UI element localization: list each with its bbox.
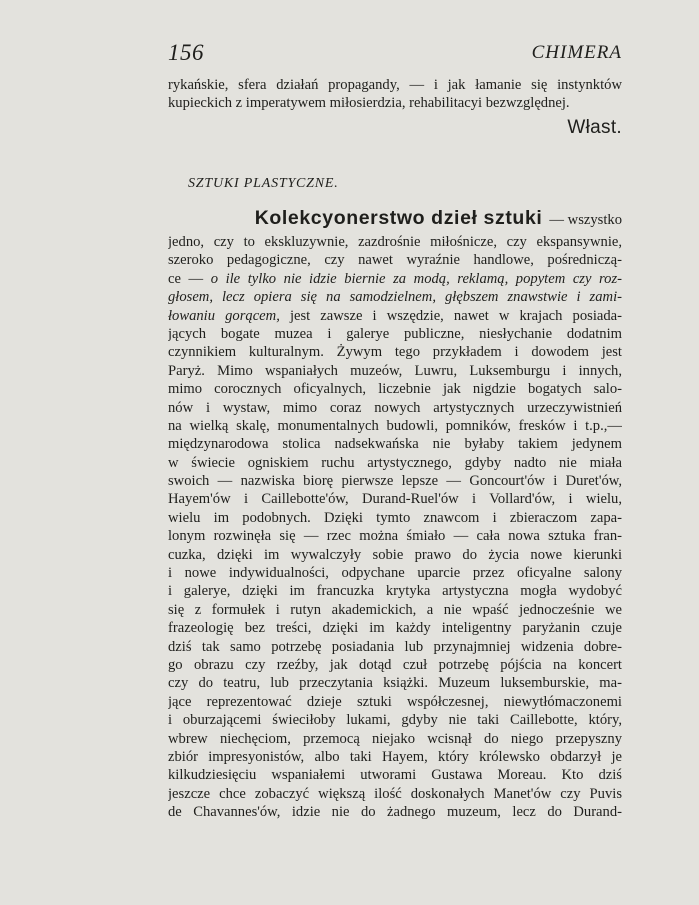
- italic-text: łowaniu gorącem,: [168, 307, 280, 324]
- line-text: Hayem'ów i Caillebotte'ów, Durand-Ruel'ów i Vollard'ów, i wielu,: [168, 491, 622, 508]
- text-line: [168, 638, 622, 656]
- text-line: [168, 472, 622, 490]
- page-number: 156: [168, 40, 204, 65]
- previous-article-ending: [168, 76, 622, 113]
- text-line: [168, 490, 622, 508]
- line-text: jest zawsze i wszędzie, nawet w krajach posiada-: [279, 307, 622, 324]
- line-text: nów i wystaw, mimo coraz nowych artystycznych urzeczywistnień: [168, 399, 622, 416]
- line-text: jących bogate muzea i galerye publiczne, niesłychanie dodatnim: [168, 325, 622, 342]
- text-line: [168, 251, 622, 269]
- article-body: [168, 233, 622, 822]
- line-text: międzynarodowa stolica nadsekwańska nie byłaby takiem jedynem: [168, 436, 622, 453]
- running-title: CHIMERA: [531, 42, 622, 63]
- text-line: [168, 380, 622, 398]
- text-line: [168, 766, 622, 784]
- line-text: dziś tak samo potrzebę posiadania lub przynajmniej widzenia dobre-: [168, 638, 622, 655]
- line-text: na wielką skalę, monumentalnych budowli, pomników, fresków i t.p.,—: [168, 417, 622, 434]
- text-line: [168, 619, 622, 637]
- text-line: [168, 711, 622, 729]
- line-text: i galerye, dzięki im francuzka krytyka artystyczna mogła wydobyć: [168, 583, 622, 600]
- line-text: cuzka, dzięki im wywalczyły sobie prawo do życia nowe kierunki: [168, 546, 622, 563]
- line-text: zbiór impresyonistów, albo taki Hayem, który królewsko obdarzył je: [168, 748, 622, 765]
- line-text: mimo corocznych oficyalnych, liczebnie jak nigdzie bogatych salo-: [168, 381, 622, 398]
- italic-text: głosem, lecz opiera się na samodzielnem, głębszem znawstwie i zami-: [168, 289, 622, 306]
- line-text: jedno, czy to ekskluzywnie, zazdrośnie miłośnicze, czy ekspansywnie,: [168, 234, 622, 250]
- text-line: [168, 362, 622, 380]
- text-line: rykańskie, sfera działań propagandy, — i jak łamanie się instynktów: [168, 77, 622, 93]
- line-text: w świecie ogniskiem ruchu artystycznego, gdyby nadto nie miała: [168, 454, 622, 471]
- line-text: kilkudziesięciu wspaniałemi utworami Gustawa Moreau. Kto dziś: [168, 767, 622, 784]
- text-line: [168, 270, 622, 288]
- text-line: [168, 233, 622, 251]
- text-line: [168, 399, 622, 417]
- line-text: wbrew niechęciom, przemocą niejako wcisnął do niego przepyszny: [168, 730, 622, 747]
- line-text: lonym rozwinęła się — rzec można śmiało — cała nowa sztuka fran-: [168, 528, 622, 545]
- text-line: [168, 564, 622, 582]
- line-text: ce —: [168, 270, 211, 287]
- line-text: wielu im podobnych. Dzięki tymto znawcom i zbieraczom zapa-: [168, 509, 622, 526]
- text-line: [168, 435, 622, 453]
- text-line: [168, 343, 622, 361]
- italic-text: o ile tylko nie idzie biernie za modą, reklamą, popytem czy roz-: [210, 270, 622, 287]
- line-text: czynnikiem kulturalnym. Żywym tego przykładem i dowodem jest: [168, 344, 622, 361]
- line-text: Paryż. Mimo wspaniałych muzeów, Luwru, Luksemburgu i innych,: [168, 362, 622, 379]
- article-heading-row: [168, 207, 622, 233]
- text-line: [168, 601, 622, 619]
- text-line: [168, 803, 622, 821]
- line-text: go obrazu czy rzeźby, jak dotąd czuł potrzebę pójścia na koncert: [168, 656, 622, 673]
- text-line: [168, 454, 622, 472]
- section-title: SZTUKI PLASTYCZNE.: [188, 176, 339, 191]
- line-text: się z formułek i rutyn akademickich, a nie wpaść jednocześnie we: [168, 601, 622, 618]
- line-text: i nowe indywidualności, odpychane uparcie przez oficyalne salony: [168, 565, 622, 582]
- text-line: [168, 693, 622, 711]
- text-line: [168, 527, 622, 545]
- line-text: jeszcze chce zobaczyć większą ilość doskonałych Manet'ów czy Puvis: [168, 785, 622, 802]
- article-heading-continuation: — wszystko: [549, 212, 622, 228]
- text-line: [168, 307, 622, 325]
- text-line: [168, 748, 622, 766]
- line-text: jące reprezentować dzieje sztuki współczesnej, niewytłómaczonemi: [168, 693, 622, 710]
- text-line: [168, 674, 622, 692]
- text-line: [168, 417, 622, 435]
- page-header: [168, 40, 622, 68]
- line-text: swoich — nazwiska biorę pierwsze lepsze — Goncourt'ów i Duret'ów,: [168, 473, 622, 490]
- author-signature: Włast.: [567, 117, 622, 138]
- line-text: de Chavannes'ów, idzie nie do żadnego muzeum, lecz do Durand-: [168, 804, 622, 821]
- text-line: kupieckich z imperatywem miłosierdzia, rehabilitacyi bezwzględnej.: [168, 95, 570, 112]
- line-text: frazeologię bez treści, dzięki im każdy inteligentny paryżanin czuje: [168, 620, 622, 637]
- line-text: szeroko pedagogiczne, czy nawet wyraźnie handlowe, pośredniczą-: [168, 252, 622, 269]
- text-line: [168, 656, 622, 674]
- text-line: [168, 582, 622, 600]
- text-line: [168, 785, 622, 803]
- article-heading: Kolekcyonerstwo dzieł sztuki: [254, 207, 543, 229]
- text-line: [168, 546, 622, 564]
- text-line: [168, 730, 622, 748]
- text-line: [168, 509, 622, 527]
- text-line: [168, 288, 622, 306]
- text-line: [168, 325, 622, 343]
- line-text: czy do teatru, lub przeczytania książki. Muzeum luksemburskie, ma-: [168, 675, 622, 692]
- line-text: i oburzającemi świeciłoby lukami, gdyby nie taki Caillebotte, który,: [168, 712, 622, 729]
